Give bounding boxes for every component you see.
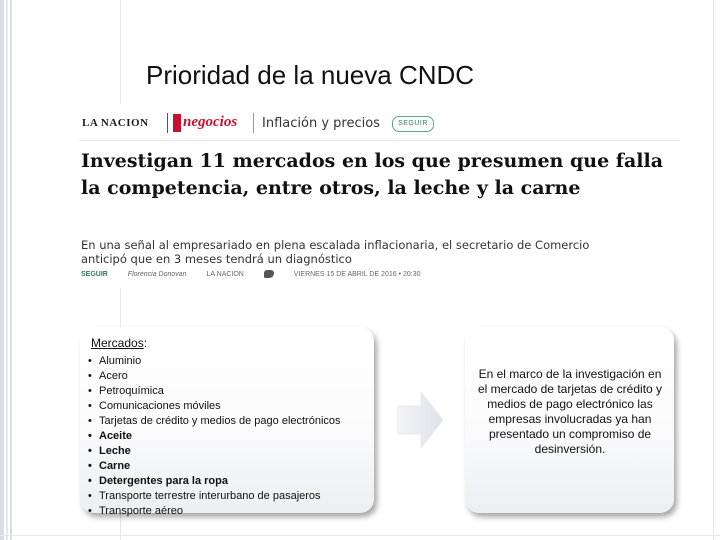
bullet: • (88, 415, 92, 427)
left-stripe (6, 0, 8, 540)
divider (253, 113, 254, 133)
news-clipping (79, 104, 680, 288)
list-item (88, 369, 341, 384)
list-item (88, 414, 341, 429)
article-byline (81, 270, 677, 282)
bullet: • (88, 505, 92, 517)
list-item (88, 474, 341, 489)
guide-line (0, 535, 720, 536)
right-arrow-icon (397, 392, 443, 448)
left-stripe (10, 0, 12, 540)
article-headline: Investigan 11 mercados en los que presumen que falla la competencia, entre otros, la leche y la carne (81, 150, 664, 199)
markets-heading-colon: : (143, 336, 148, 350)
bullet: • (88, 445, 92, 457)
markets-list (88, 354, 341, 519)
article-lead: En una señal al empresariado en plena escalada inflacionaria, el secretario de Comercio (81, 238, 590, 252)
list-item-label: Petroquímica (99, 385, 164, 397)
topic-label: Inflación y precios (262, 116, 380, 131)
bullet: • (88, 355, 92, 367)
list-item (88, 459, 341, 474)
list-item (88, 354, 341, 369)
list-item (88, 429, 341, 444)
bullet: • (88, 430, 92, 442)
markets-heading (91, 336, 147, 350)
list-item (88, 504, 341, 519)
list-item-label: Detergentes para la ropa (99, 475, 228, 487)
slide-title: Prioridad de la nueva CNDC (146, 60, 475, 90)
negocios-logo-mark (173, 114, 181, 132)
bullet: • (88, 385, 92, 397)
markets-heading-text: Mercados (91, 336, 144, 350)
divider (167, 113, 168, 133)
byline-outlet: LA NACION (206, 270, 244, 278)
la-nacion-logo: LA NACION (82, 117, 149, 129)
negocios-logo: negocios (183, 114, 238, 130)
conclusion-box (465, 327, 674, 513)
left-stripe (0, 0, 4, 540)
guide-line (713, 0, 714, 540)
follow-button[interactable]: SEGUIR (392, 116, 434, 132)
list-item-label: Leche (99, 445, 131, 457)
bullet: • (88, 400, 92, 412)
list-item-label: Acero (99, 370, 128, 382)
bullet: • (88, 370, 92, 382)
list-item (88, 384, 341, 399)
bullet: • (88, 490, 92, 502)
list-item-label: Carne (99, 460, 131, 472)
list-item-label: Comunicaciones móviles (99, 400, 221, 412)
list-item-label: Aceite (99, 430, 133, 442)
article-lead: anticipó que en 3 meses tendrá un diagnóstico (81, 252, 352, 266)
list-item (88, 489, 341, 504)
conclusion-text: En el marco de la investigación en el mercado de tarjetas de crédito y medios de pago electrónico las empresas involucradas ya han presentado un compromiso de desinversión. (477, 367, 663, 456)
markets-box (80, 327, 374, 517)
news-header (79, 104, 680, 140)
bullet: • (88, 475, 92, 487)
byline-date: VIERNES 15 DE ABRIL DE 2016 • 20:30 (293, 270, 421, 278)
list-item (88, 399, 341, 414)
twitter-icon[interactable] (264, 270, 274, 278)
list-item-label: Transporte terrestre interurbano de pasajeros (99, 490, 321, 502)
bullet: • (88, 460, 92, 472)
divider (79, 140, 680, 141)
list-item-label: Tarjetas de crédito y medios de pago electrónicos (99, 415, 341, 427)
byline-author: Florencia Donovan (127, 270, 187, 278)
list-item (88, 444, 341, 459)
list-item-label: Aluminio (99, 355, 142, 367)
list-item-label: Transporte aéreo (99, 505, 183, 517)
byline-follow-link[interactable]: SEGUIR (81, 270, 108, 278)
